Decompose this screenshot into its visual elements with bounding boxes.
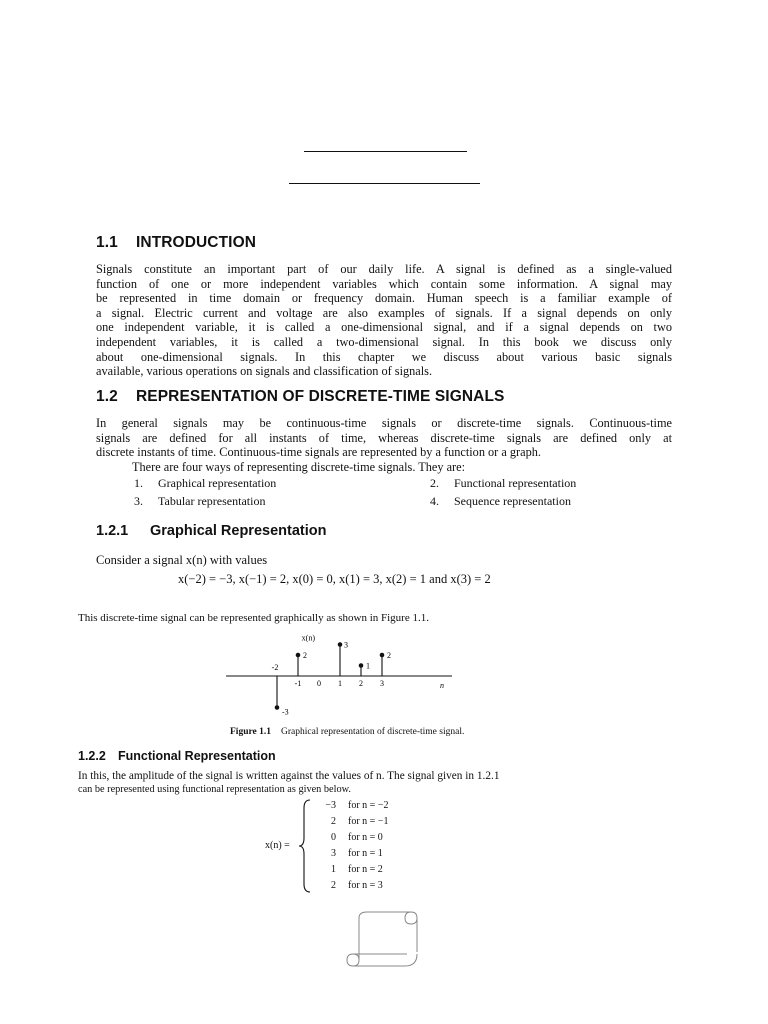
intro-paragraph <box>96 262 672 379</box>
piecewise-condition: for n = −2 <box>348 800 389 811</box>
figure-label: Figure 1.1 <box>230 727 271 737</box>
piecewise-row <box>314 814 388 830</box>
piecewise-condition: for n = 3 <box>348 880 383 891</box>
piecewise-condition: for n = 1 <box>348 848 383 859</box>
intro-heading <box>96 234 256 252</box>
piecewise-row <box>314 830 388 846</box>
repr-number: 1.2 <box>96 388 118 405</box>
intro-title: INTRODUCTION <box>136 234 257 251</box>
tick-label: 0 <box>317 679 321 688</box>
piecewise-row <box>314 798 388 814</box>
piecewise-cases <box>314 798 388 894</box>
repr-line: discrete instants of time. Continuous-time signals are represented by a function or a graph. <box>96 445 541 460</box>
stem-marker <box>338 642 343 647</box>
stem-value-label: 2 <box>303 651 307 660</box>
piecewise-row <box>314 846 388 862</box>
stem-value-label: 2 <box>387 651 391 660</box>
piecewise-condition: for n = −1 <box>348 816 389 827</box>
list-item: 3. Tabular representation <box>134 494 266 508</box>
repr-title: REPRESENTATION OF DISCRETE-TIME SIGNALS <box>136 388 505 405</box>
intro-line: be represented in time domain or frequency domain. Human speech is a familiar example of <box>96 291 672 306</box>
repr-heading <box>96 388 504 406</box>
intro-number: 1.1 <box>96 234 118 251</box>
functional-line-1: In this, the amplitude of the signal is written against the values of n. The signal given in 1.2.1 <box>78 770 500 782</box>
list-item: 1. Graphical representation <box>134 476 277 490</box>
plot-stems <box>275 641 391 717</box>
x-axis-label: n <box>440 681 444 690</box>
piecewise-value: 0 <box>331 832 336 843</box>
intro-line: a signal. Electric current and voltage are also examples of signals. If a signal depends on only <box>96 305 672 320</box>
figure-caption <box>230 727 464 737</box>
repr-paragraph <box>96 416 672 474</box>
piecewise-value: 2 <box>331 880 336 891</box>
intro-line: about one-dimensional signals. In this chapter we discuss about various basic signals <box>96 349 672 364</box>
piecewise-value: 1 <box>331 864 336 875</box>
graphical-number: 1.2.1 <box>96 523 129 539</box>
repr-line: signals are defined for all instants of time, whereas discrete-time signals are defined only at <box>96 430 672 445</box>
list-row <box>134 474 576 492</box>
y-axis-label: x(n) <box>301 633 315 643</box>
scroll-icon <box>345 908 425 972</box>
stem-value-label: 1 <box>366 661 370 671</box>
intro-line: function of one or more independent variables which contain some information. A signal may <box>96 276 672 291</box>
functional-heading <box>78 749 276 763</box>
piecewise-condition: for n = 2 <box>348 864 383 875</box>
graphical-title: Graphical Representation <box>150 523 327 539</box>
stem-value-label: -3 <box>282 707 289 717</box>
piecewise-value: 2 <box>331 816 336 827</box>
stem-plot <box>0 622 768 732</box>
piecewise-value: −3 <box>325 800 336 811</box>
figure-caption-text: Graphical representation of discrete-time signal. <box>281 727 465 737</box>
piecewise-row <box>314 878 388 894</box>
piecewise-equation <box>262 798 462 894</box>
list-item: 4. Sequence representation <box>430 494 571 508</box>
piecewise-row <box>314 862 388 878</box>
tick-label: 1 <box>338 679 342 688</box>
list-row <box>134 492 576 510</box>
intro-line: one independent variable, it is called a one-dimensional signal, and if a signal depends on two <box>96 320 672 335</box>
stem-value-label: 3 <box>344 640 348 650</box>
values-equation: x(−2) = −3, x(−1) = 2, x(0) = 0, x(1) = 3, x(2) = 1 and x(3) = 2 <box>178 572 491 586</box>
stem-marker <box>359 663 364 668</box>
tick-label: -2 <box>271 663 279 672</box>
repr-line: There are four ways of representing discrete-time signals. They are: <box>132 459 466 474</box>
functional-line-2: can be represented using functional representation as given below. <box>78 784 351 795</box>
tick-label: 3 <box>380 679 384 688</box>
left-brace <box>298 798 312 894</box>
intro-line: Signals constitute an important part of our daily life. A signal is defined as a single-valued <box>96 262 672 276</box>
list-item: 2. Functional representation <box>430 476 577 490</box>
functional-title: Functional Representation <box>118 749 276 763</box>
figure-reference: This discrete-time signal can be represented graphically as shown in Figure 1.1. <box>78 612 429 624</box>
functional-number: 1.2.2 <box>78 749 106 763</box>
intro-line: independent variables, it is called a two-dimensional signal. In this book we discuss only <box>96 334 672 349</box>
piecewise-lhs: x(n) = <box>265 840 290 851</box>
tick-label: -1 <box>294 679 302 688</box>
stem-marker <box>275 705 280 710</box>
tick-label: 2 <box>359 679 363 688</box>
stem-marker <box>296 653 301 658</box>
graphical-intro: Consider a signal x(n) with values <box>96 553 268 567</box>
graphical-heading <box>96 523 326 539</box>
repr-line: In general signals may be continuous-time signals or discrete-time signals. Continuous-time <box>96 416 672 430</box>
representation-list <box>134 474 576 510</box>
stem-marker <box>380 653 385 658</box>
title-rule-top <box>304 151 467 152</box>
intro-line: available, various operations on signals and classification of signals. <box>96 364 433 379</box>
piecewise-value: 3 <box>331 848 336 859</box>
title-rule-bottom <box>289 183 480 184</box>
piecewise-condition: for n = 0 <box>348 832 383 843</box>
